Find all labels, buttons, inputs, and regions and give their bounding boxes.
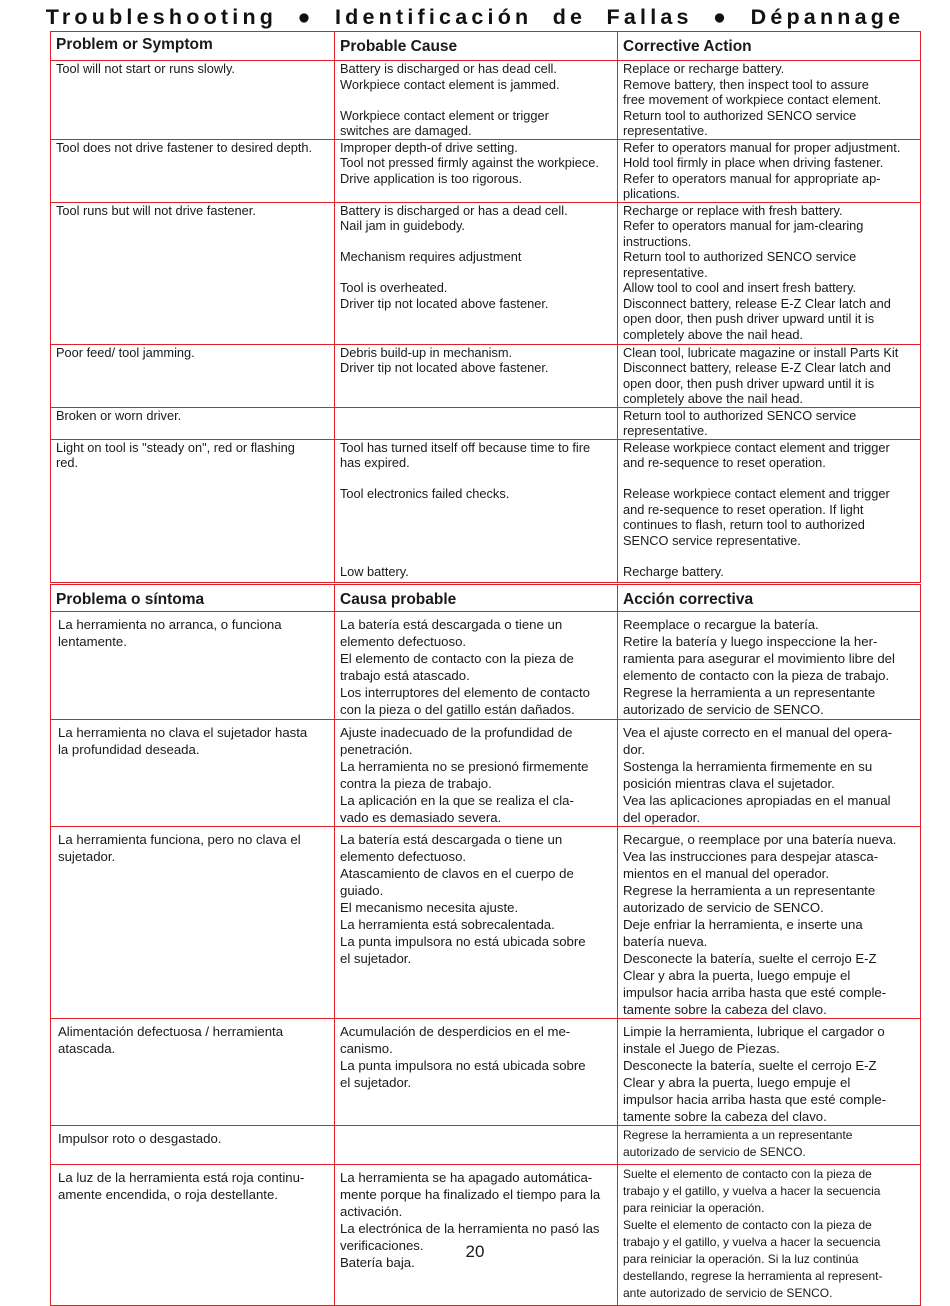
- cell-symptom: [51, 1126, 335, 1165]
- page-title: Troubleshooting ● Identificación de Fallas ● Dépannage: [45, 5, 905, 29]
- column-header-symptom: Problem or Symptom: [51, 32, 335, 61]
- cause-line: El mecanismo necesita ajuste.: [340, 900, 519, 915]
- action-line: Release workpiece contact element and trigger: [623, 486, 890, 501]
- symptom-line: La luz de la herramienta está roja continu-: [58, 1170, 305, 1185]
- symptom-line: La herramienta no arranca, o funciona: [58, 617, 282, 632]
- action-line: [623, 548, 915, 564]
- action-line: destellando, regrese la herramienta al represent-: [623, 1269, 883, 1283]
- cause-line: La herramienta no se presionó firmemente: [340, 759, 589, 774]
- action-line: Vea el ajuste correcto en el manual del opera-: [623, 725, 893, 740]
- cause-line: Tool has turned itself off because time to fire: [340, 439, 591, 455]
- action-line: completely above the nail head.: [623, 326, 803, 342]
- troubleshooting-table-english: [50, 31, 921, 583]
- column-header-cause: Probable Cause: [335, 32, 618, 61]
- cause-line: El elemento de contacto con la pieza de: [340, 651, 574, 666]
- cell-action: [618, 612, 921, 720]
- cause-line: [340, 533, 612, 549]
- cause-line: canismo.: [340, 1041, 393, 1056]
- action-line: open door, then push driver upward until it is: [623, 311, 875, 326]
- cause-line: Battery is discharged or has dead cell.: [340, 61, 557, 76]
- cause-line: Tool not pressed firmly against the workpiece.: [340, 155, 599, 170]
- cell-action: [618, 827, 921, 1019]
- action-line: Replace or recharge battery.: [623, 61, 785, 76]
- action-line: Desconecte la batería, suelte el cerrojo E-Z: [623, 951, 877, 966]
- symptom-line: amente encendida, o roja destellante.: [58, 1187, 278, 1202]
- action-line: Regrese la herramienta a un representante: [623, 1128, 853, 1142]
- action-line: Regrese la herramienta a un representante: [623, 883, 876, 898]
- table-row: [51, 344, 921, 407]
- cause-line: Nail jam in guidebody.: [340, 218, 465, 233]
- action-line: [623, 471, 915, 487]
- action-line: Limpie la herramienta, lubrique el cargador o: [623, 1024, 885, 1039]
- cell-cause: [335, 1019, 618, 1126]
- symptom-line: La herramienta no clava el sujetador hasta: [58, 725, 308, 740]
- action-line: autorizado de servicio de SENCO.: [623, 900, 824, 915]
- cell-action: [618, 1126, 921, 1165]
- action-line: SENCO service representative.: [623, 532, 801, 548]
- action-line: Remove battery, then inspect tool to assure: [623, 76, 869, 92]
- table-row: [51, 1126, 921, 1165]
- table-row: [51, 1019, 921, 1126]
- action-line: Allow tool to cool and insert fresh battery.: [623, 280, 857, 295]
- cause-line: elemento defectuoso.: [340, 634, 467, 649]
- column-header-cause: Causa probable: [335, 585, 618, 612]
- cell-cause: [335, 344, 618, 407]
- cell-action: [618, 407, 921, 439]
- table-row: [51, 827, 921, 1019]
- symptom-line: Impulsor roto o desgastado.: [58, 1131, 222, 1146]
- table-row: [51, 407, 921, 439]
- cell-symptom: [51, 344, 335, 407]
- cause-line: contra la pieza de trabajo.: [340, 776, 492, 791]
- page-number: 20: [465, 1242, 485, 1261]
- action-line: continues to flash, return tool to authorized: [623, 517, 865, 532]
- cause-line: Tool is overheated.: [340, 280, 448, 295]
- cause-line: el sujetador.: [340, 1075, 412, 1090]
- action-line: impulsor hacia arriba hasta que esté comple-: [623, 1092, 887, 1107]
- action-line: Deje enfriar la herramienta, e inserte una: [623, 917, 863, 932]
- action-line: Refer to operators manual for proper adjustment.: [623, 139, 901, 155]
- action-line: Sostenga la herramienta firmemente en su: [623, 759, 873, 774]
- cell-symptom: [51, 139, 335, 202]
- action-line: Vea las instrucciones para despejar atasca-: [623, 849, 879, 864]
- cause-line: Improper depth-of drive setting.: [340, 139, 518, 155]
- action-line: open door, then push driver upward until it is: [623, 375, 875, 391]
- action-line: Disconnect battery, release E-Z Clear latch and: [623, 295, 891, 311]
- cause-line: [340, 234, 612, 250]
- cause-line: La electrónica de la herramienta no pasó las: [340, 1221, 600, 1236]
- symptom-line: Alimentación defectuosa / herramienta: [58, 1024, 284, 1039]
- cell-action: [618, 61, 921, 140]
- cause-line: La batería está descargada o tiene un: [340, 832, 563, 847]
- action-line: Recargue, o reemplace por una batería nueva.: [623, 832, 897, 847]
- cell-symptom: [51, 439, 335, 582]
- cell-action: [618, 720, 921, 827]
- cause-line: Ajuste inadecuado de la profundidad de: [340, 725, 573, 740]
- cell-cause: [335, 139, 618, 202]
- table-header-row: [51, 32, 921, 61]
- table-row: [51, 1165, 921, 1306]
- cell-action: [618, 439, 921, 582]
- troubleshooting-table-spanish: [50, 584, 921, 1306]
- action-line: Hold tool firmly in place when driving fastener.: [623, 155, 884, 170]
- action-line: free movement of workpiece contact element.: [623, 92, 882, 107]
- cause-line: Driver tip not located above fastener.: [340, 295, 549, 311]
- cause-line: [340, 471, 612, 487]
- column-header-symptom: Problema o síntoma: [51, 585, 335, 612]
- cell-action: [618, 344, 921, 407]
- action-line: Return tool to authorized SENCO service: [623, 249, 857, 264]
- cause-line: guiado.: [340, 883, 384, 898]
- symptom-line: red.: [56, 455, 79, 470]
- cause-line: [340, 548, 612, 564]
- action-line: tamente sobre la cabeza del clavo.: [623, 1109, 827, 1124]
- action-line: Release workpiece contact element and trigger: [623, 439, 890, 455]
- cause-line: el sujetador.: [340, 951, 412, 966]
- cause-line: mente porque ha finalizado el tiempo para la: [340, 1187, 601, 1202]
- symptom-line: Tool runs but will not drive fastener.: [56, 202, 256, 218]
- symptom-line: La herramienta funciona, pero no clava el: [58, 832, 301, 847]
- cause-line: Drive application is too rigorous.: [340, 170, 523, 186]
- cell-cause: [335, 612, 618, 720]
- action-line: batería nueva.: [623, 934, 708, 949]
- cause-line: Workpiece contact element or trigger: [340, 107, 549, 123]
- action-line: Return tool to authorized SENCO service: [623, 107, 857, 123]
- cell-symptom: [51, 202, 335, 344]
- action-line: dor.: [623, 742, 645, 757]
- symptom-line: Tool does not drive fastener to desired depth.: [56, 139, 313, 155]
- action-line: mientos en el manual del operador.: [623, 866, 830, 881]
- cause-line: Tool electronics failed checks.: [340, 486, 510, 501]
- action-line: elemento de contacto con la pieza de trabajo.: [623, 668, 890, 683]
- table-row: [51, 139, 921, 202]
- cell-cause: [335, 827, 618, 1019]
- action-line: del operador.: [623, 810, 700, 825]
- cell-symptom: [51, 1019, 335, 1126]
- symptom-line: sujetador.: [58, 849, 116, 864]
- symptom-line: Light on tool is "steady on", red or flashing: [56, 439, 295, 455]
- table-row: [51, 720, 921, 827]
- cause-line: elemento defectuoso.: [340, 849, 467, 864]
- action-line: instale el Juego de Piezas.: [623, 1041, 780, 1056]
- cause-line: Acumulación de desperdicios en el me-: [340, 1024, 571, 1039]
- cell-action: [618, 1019, 921, 1126]
- column-header-action: Corrective Action: [618, 32, 921, 61]
- cell-symptom: [51, 827, 335, 1019]
- action-line: representative.: [623, 264, 708, 280]
- symptom-line: Broken or worn driver.: [56, 407, 182, 423]
- cell-cause: [335, 720, 618, 827]
- cause-line: [340, 265, 612, 281]
- cell-cause: [335, 439, 618, 582]
- action-line: and re-sequence to reset operation. If light: [623, 501, 864, 517]
- cause-line: switches are damaged.: [340, 123, 472, 138]
- cause-line: La punta impulsora no está ubicada sobre: [340, 934, 586, 949]
- cause-line: has expired.: [340, 455, 410, 470]
- action-line: posición mientras clava el sujetador.: [623, 776, 835, 791]
- cause-line: penetración.: [340, 742, 413, 757]
- action-line: trabajo y el gatillo, y vuelva a hacer la secuencia: [623, 1184, 881, 1198]
- action-line: para reiniciar la operación. Si la luz continúa: [623, 1252, 859, 1266]
- cause-line: Atascamiento de clavos en el cuerpo de: [340, 866, 574, 881]
- action-line: representative.: [623, 123, 708, 138]
- action-line: autorizado de servicio de SENCO.: [623, 1145, 806, 1159]
- cell-action: [618, 1165, 921, 1306]
- cause-line: [340, 517, 612, 533]
- action-line: Clear y abra la puerta, luego empuje el: [623, 968, 851, 983]
- action-line: ante autorizado de servicio de SENCO.: [623, 1286, 833, 1300]
- cause-line: Los interruptores del elemento de contacto: [340, 685, 590, 700]
- action-line: Suelte el elemento de contacto con la pieza de: [623, 1167, 872, 1181]
- action-line: Desconecte la batería, suelte el cerrojo E-Z: [623, 1058, 877, 1073]
- table-row: [51, 612, 921, 720]
- symptom-line: lentamente.: [58, 634, 127, 649]
- symptom-line: Poor feed/ tool jamming.: [56, 344, 195, 360]
- cell-cause: [335, 202, 618, 344]
- action-line: and re-sequence to reset operation.: [623, 455, 826, 470]
- action-line: Reemplace o recargue la batería.: [623, 617, 819, 632]
- cell-action: [618, 139, 921, 202]
- action-line: completely above the nail head.: [623, 391, 803, 406]
- action-line: Suelte el elemento de contacto con la pieza de: [623, 1218, 872, 1232]
- action-line: para reiniciar la operación.: [623, 1201, 765, 1215]
- cause-line: Workpiece contact element is jammed.: [340, 76, 560, 92]
- cell-cause: [335, 407, 618, 439]
- column-header-action: Acción correctiva: [618, 585, 921, 612]
- cause-line: Battery is discharged or has a dead cell.: [340, 202, 568, 218]
- table-header-row: [51, 585, 921, 612]
- cause-line: con la pieza o del gatillo están dañados.: [340, 702, 575, 717]
- action-line: instructions.: [623, 233, 692, 249]
- action-line: impulsor hacia arriba hasta que esté comple-: [623, 985, 887, 1000]
- action-line: ramienta para asegurar el movimiento libre del: [623, 651, 895, 666]
- cause-line: La batería está descargada o tiene un: [340, 617, 563, 632]
- action-line: Refer to operators manual for appropriate ap-: [623, 170, 881, 186]
- cause-line: Debris build-up in mechanism.: [340, 344, 513, 360]
- cell-cause: [335, 1165, 618, 1306]
- action-line: plications.: [623, 186, 680, 201]
- action-line: tamente sobre la cabeza del clavo.: [623, 1002, 827, 1017]
- cell-cause: [335, 61, 618, 140]
- table-row: [51, 439, 921, 582]
- table-row: [51, 61, 921, 140]
- symptom-line: Tool will not start or runs slowly.: [56, 61, 235, 76]
- action-line: trabajo y el gatillo, y vuelva a hacer la secuencia: [623, 1235, 881, 1249]
- cause-line: activación.: [340, 1204, 403, 1219]
- cause-line: verificaciones.: [340, 1238, 424, 1253]
- action-line: Retire la batería y luego inspeccione la her-: [623, 634, 878, 649]
- cause-line: Driver tip not located above fastener.: [340, 360, 549, 375]
- action-line: Vea las aplicaciones apropiadas en el manual: [623, 793, 891, 808]
- action-line: Refer to operators manual for jam-clearing: [623, 218, 864, 233]
- cause-line: [340, 502, 612, 518]
- cause-line: Batería baja.: [340, 1255, 415, 1270]
- cause-line: [340, 92, 612, 108]
- action-line: Regrese la herramienta a un representante: [623, 685, 876, 700]
- action-line: Recharge battery.: [623, 563, 724, 579]
- action-line: Disconnect battery, release E-Z Clear latch and: [623, 360, 891, 375]
- cause-line: La herramienta está sobrecalentada.: [340, 917, 555, 932]
- cause-line: La punta impulsora no está ubicada sobre: [340, 1058, 586, 1073]
- symptom-line: la profundidad deseada.: [58, 742, 200, 757]
- cell-symptom: [51, 720, 335, 827]
- cell-symptom: [51, 1165, 335, 1306]
- action-line: representative.: [623, 423, 708, 438]
- cause-line: La herramienta se ha apagado automática-: [340, 1170, 593, 1185]
- action-line: Clear y abra la puerta, luego empuje el: [623, 1075, 851, 1090]
- cell-action: [618, 202, 921, 344]
- cell-symptom: [51, 61, 335, 140]
- action-line: Clean tool, lubricate magazine or install Parts Kit: [623, 344, 899, 360]
- symptom-line: atascada.: [58, 1041, 116, 1056]
- cell-symptom: [51, 407, 335, 439]
- cause-line: La aplicación en la que se realiza el cla-: [340, 793, 574, 808]
- action-line: Recharge or replace with fresh battery.: [623, 202, 843, 218]
- cell-symptom: [51, 612, 335, 720]
- cause-line: Mechanism requires adjustment: [340, 249, 522, 264]
- cause-line: trabajo está atascado.: [340, 668, 470, 683]
- table-row: [51, 202, 921, 344]
- cause-line: vado es demasiado severa.: [340, 810, 502, 825]
- action-line: Return tool to authorized SENCO service: [623, 407, 857, 423]
- cause-line: Low battery.: [340, 563, 409, 579]
- cell-cause: [335, 1126, 618, 1165]
- action-line: autorizado de servicio de SENCO.: [623, 702, 824, 717]
